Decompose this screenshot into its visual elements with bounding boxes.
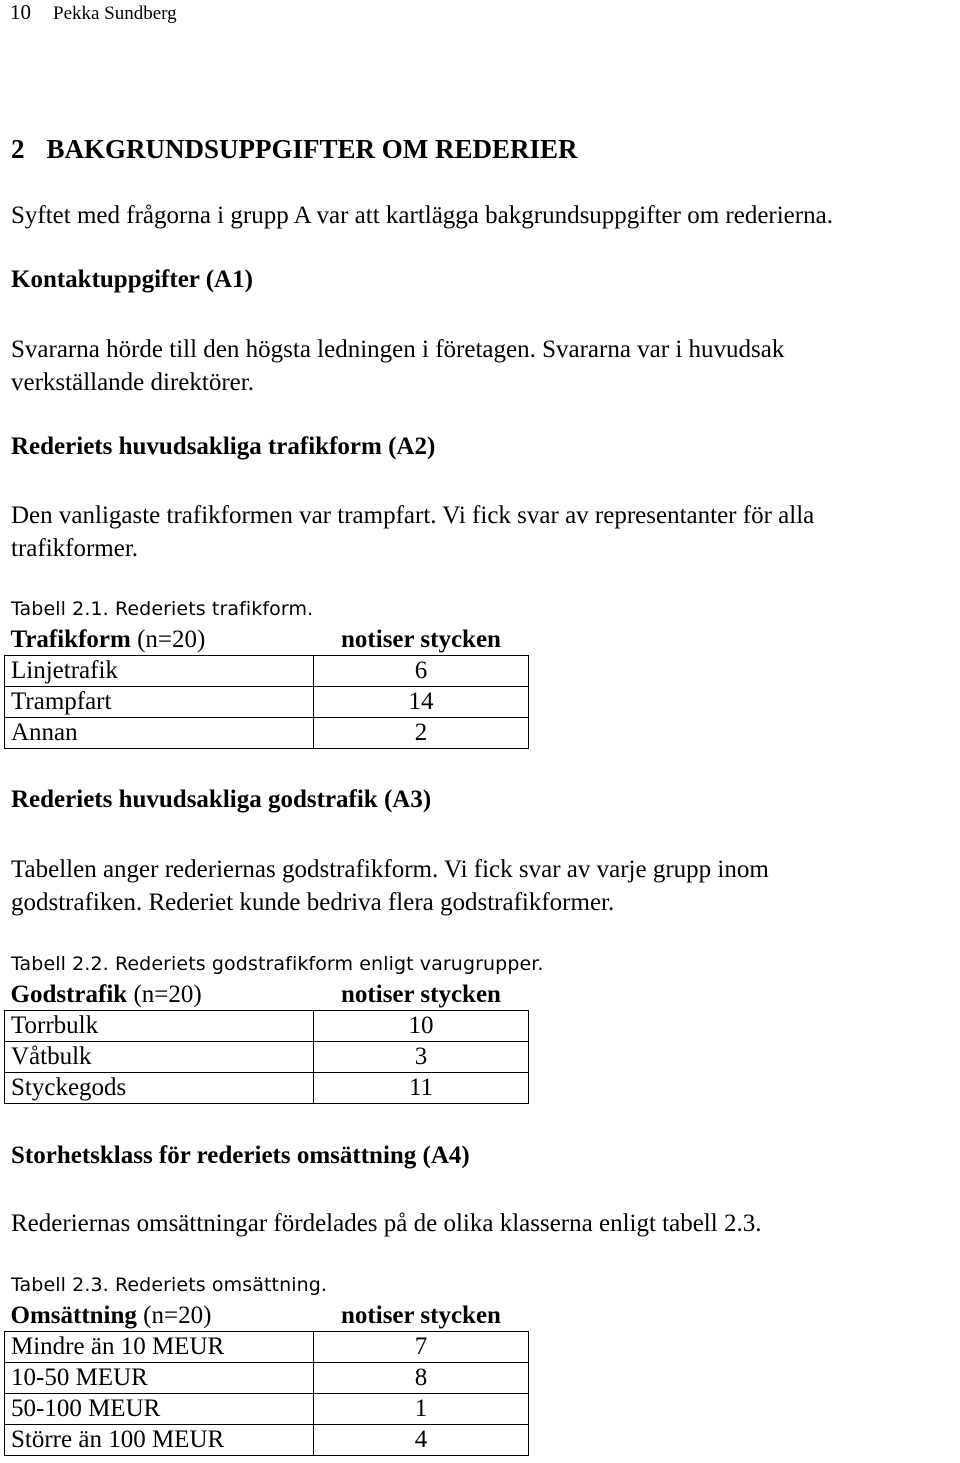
table-2-3-caption: Tabell 2.3. Rederiets omsättning.: [11, 1274, 328, 1296]
table-2-2: [4, 980, 529, 1104]
table-cell-value: 2: [314, 718, 529, 749]
a4-heading: Storhetsklass för rederiets omsättning (A4): [11, 1142, 470, 1169]
table-cell-label: Styckegods: [5, 1073, 314, 1104]
table-cell-value: 7: [314, 1332, 529, 1363]
table-cell-label: Trampfart: [5, 687, 314, 718]
table-cell-value: 3: [314, 1042, 529, 1073]
table-cell-value: 11: [314, 1073, 529, 1104]
table-cell-value: 8: [314, 1363, 529, 1394]
table-row: [5, 1425, 529, 1456]
table-cell-label: Större än 100 MEUR: [5, 1425, 314, 1456]
author-name: Pekka Sundberg: [53, 3, 177, 24]
table-row: [5, 718, 529, 749]
table-header-col2: notiser stycken: [314, 625, 529, 656]
a3-paragraph-line1: Tabellen anger rederiernas godstrafikform. Vi fick svar av varje grupp inom: [11, 856, 769, 883]
table-2-2-caption: Tabell 2.2. Rederiets godstrafikform enligt varugrupper.: [11, 953, 544, 975]
table-cell-label: Linjetrafik: [5, 656, 314, 687]
table-cell-value: 14: [314, 687, 529, 718]
a2-paragraph-line2: trafikformer.: [11, 535, 139, 562]
a2-paragraph-line1: Den vanligaste trafikformen var trampfart. Vi fick svar av representanter för alla: [11, 502, 815, 529]
table-cell-label: 50-100 MEUR: [5, 1394, 314, 1425]
table-header-col1: Omsättning (n=20): [5, 1301, 314, 1332]
table-cell-label: Mindre än 10 MEUR: [5, 1332, 314, 1363]
table-2-1: [4, 625, 529, 749]
a3-heading: Rederiets huvudsakliga godstrafik (A3): [11, 786, 432, 813]
table-row: [5, 1332, 529, 1363]
a1-paragraph-line1: Svararna hörde till den högsta ledningen i företagen. Svararna var i huvudsak: [11, 336, 785, 363]
table-header-col2: notiser stycken: [314, 980, 529, 1011]
table-cell-label: Våtbulk: [5, 1042, 314, 1073]
a1-heading: Kontaktuppgifter (A1): [11, 266, 253, 293]
table-row: [5, 687, 529, 718]
table-cell-label: Annan: [5, 718, 314, 749]
table-2-3: [4, 1301, 529, 1456]
table-row: [5, 1042, 529, 1073]
table-cell-label: Torrbulk: [5, 1011, 314, 1042]
page-number: 10: [10, 0, 31, 24]
section-number: 2: [11, 134, 25, 164]
table-cell-value: 4: [314, 1425, 529, 1456]
table-2-1-caption: Tabell 2.1. Rederiets trafikform.: [11, 598, 314, 620]
table-cell-value: 1: [314, 1394, 529, 1425]
a2-heading: Rederiets huvudsakliga trafikform (A2): [11, 433, 436, 460]
table-cell-value: 10: [314, 1011, 529, 1042]
table-row: [5, 656, 529, 687]
a1-paragraph-line2: verkställande direktörer.: [11, 369, 254, 396]
table-header-col1: Trafikform (n=20): [5, 625, 314, 656]
a4-paragraph-line1: Rederiernas omsättningar fördelades på de olika klasserna enligt tabell 2.3.: [11, 1210, 762, 1237]
a3-paragraph-line2: godstrafiken. Rederiet kunde bedriva flera godstrafikformer.: [11, 889, 615, 916]
table-cell-label: 10-50 MEUR: [5, 1363, 314, 1394]
table-header-col1: Godstrafik (n=20): [5, 980, 314, 1011]
table-row: [5, 1394, 529, 1425]
table-header-row: [5, 980, 529, 1011]
section-title: BAKGRUNDSUPPGIFTER OM REDERIER: [46, 134, 578, 164]
page-header: [10, 0, 177, 25]
table-row: [5, 1363, 529, 1394]
table-header-col2: notiser stycken: [314, 1301, 529, 1332]
section-heading: [11, 134, 578, 165]
table-header-row: [5, 1301, 529, 1332]
intro-paragraph: Syftet med frågorna i grupp A var att kartlägga bakgrundsuppgifter om rederierna.: [11, 202, 833, 229]
table-row: [5, 1011, 529, 1042]
table-header-row: [5, 625, 529, 656]
table-row: [5, 1073, 529, 1104]
table-cell-value: 6: [314, 656, 529, 687]
